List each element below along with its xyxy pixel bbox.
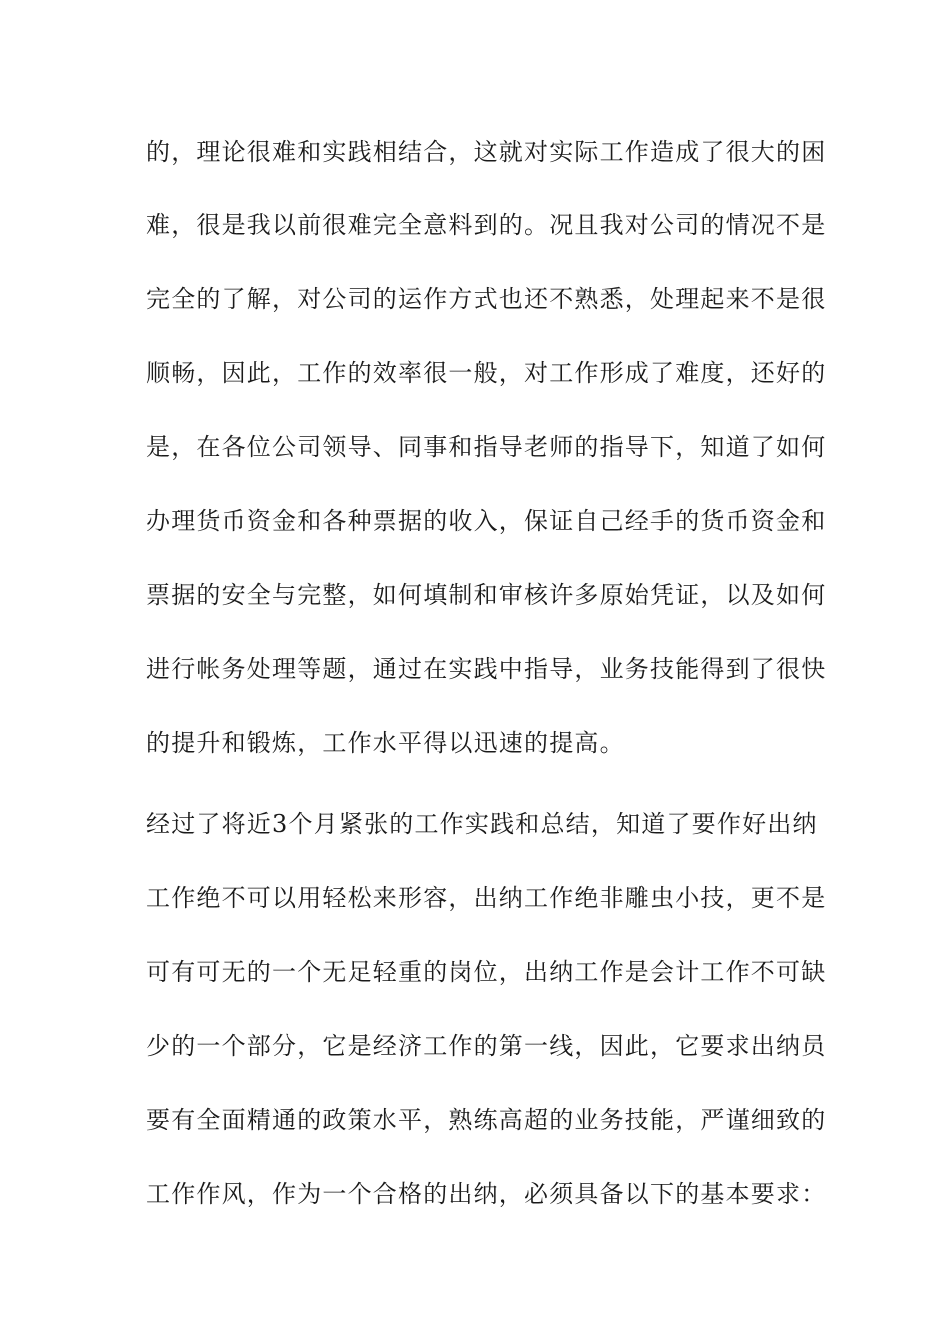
- text-line: 是，在各位公司领导、同事和指导老师的指导下，知道了如何: [146, 433, 827, 461]
- text-line: 的提升和锻炼，工作水平得以迅速的提高。: [146, 729, 625, 757]
- text-line: 工作作风，作为一个合格的出纳，必须具备以下的基本要求：: [146, 1180, 827, 1208]
- text-line: 可有可无的一个无足轻重的岗位，出纳工作是会计工作不可缺: [146, 958, 827, 986]
- text-line: 的，理论很难和实践相结合，这就对实际工作造成了很大的困: [146, 138, 827, 166]
- text-line: 办理货币资金和各种票据的收入，保证自己经手的货币资金和: [146, 507, 827, 535]
- text-line: 少的一个部分，它是经济工作的第一线，因此，它要求出纳员: [146, 1032, 827, 1060]
- text-line: 进行帐务处理等题，通过在实践中指导，业务技能得到了很快: [146, 655, 827, 683]
- text-line: 顺畅，因此，工作的效率很一般，对工作形成了难度，还好的: [146, 359, 827, 387]
- text-line: 要有全面精通的政策水平，熟练高超的业务技能，严谨细致的: [146, 1106, 827, 1134]
- text-line: 完全的了解，对公司的运作方式也还不熟悉，处理起来不是很: [146, 285, 827, 313]
- text-line: 经过了将近3个月紧张的工作实践和总结，知道了要作好出纳: [146, 810, 818, 838]
- text-line: 难，很是我以前很难完全意料到的。况且我对公司的情况不是: [146, 211, 827, 239]
- text-line: 工作绝不可以用轻松来形容，出纳工作绝非雕虫小技，更不是: [146, 884, 827, 912]
- text-line: 票据的安全与完整，如何填制和审核许多原始凭证，以及如何: [146, 581, 827, 609]
